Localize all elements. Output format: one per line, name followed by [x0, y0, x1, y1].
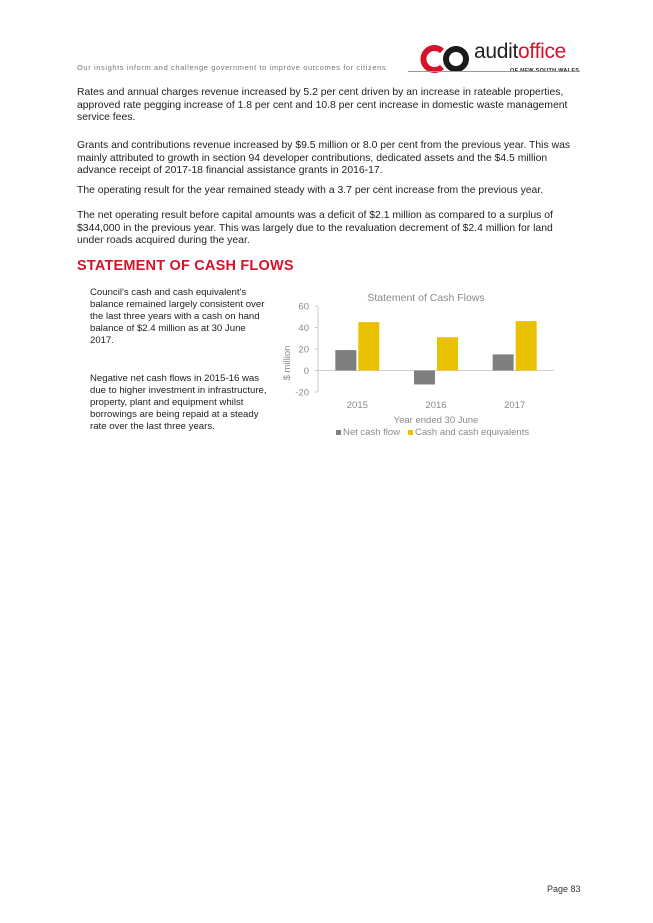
paragraph-operating-result: The operating result for the year remained steady with a 3.7 per cent increase from the previous year.: [77, 185, 544, 196]
header-tagline: Our insights inform and challenge government to improve outcomes for citizens: [77, 63, 387, 72]
bar-net-cash-flow-2017: [493, 354, 514, 370]
y-tick-label: 20: [298, 344, 309, 356]
legend-label: Cash and cash equivalents: [415, 427, 530, 438]
y-axis-label: $ million: [282, 345, 293, 381]
x-tick-label: 2016: [425, 400, 447, 411]
x-axis-label: Year ended 30 June: [393, 415, 479, 426]
logo-word-accent: office: [518, 40, 567, 63]
bar-cash-equivalents-2015: [358, 322, 379, 370]
cash-flow-chart: [276, 287, 566, 445]
y-tick-label: 60: [298, 301, 309, 313]
logo-wordmark: [474, 40, 566, 64]
legend-swatch: [408, 430, 413, 435]
logo-word-main: audit: [474, 40, 519, 63]
y-tick-label: 40: [298, 323, 309, 334]
y-tick-label: 0: [303, 366, 309, 377]
header-rule: [408, 71, 580, 72]
bar-net-cash-flow-2016: [414, 371, 435, 385]
legend-label: Net cash flow: [343, 427, 401, 438]
y-tick-label: -20: [295, 387, 309, 399]
cash-flow-chart-svg: [276, 287, 566, 445]
audit-office-logo: [420, 42, 580, 78]
x-tick-label: 2017: [504, 400, 526, 411]
chart-title: Statement of Cash Flows: [367, 292, 485, 304]
bar-cash-equivalents-2017: [516, 321, 537, 370]
paragraph-rates: Rates and annual charges revenue increased by 5.2 per cent driven by an increase in rateable properties, approved rate pegging increase of 1.8 per cent and 10.8 per cent increase in domestic waste management service fees.: [77, 87, 568, 124]
x-tick-label: 2015: [346, 400, 368, 411]
legend-swatch: [336, 430, 341, 435]
section-heading: STATEMENT OF CASH FLOWS: [77, 258, 294, 274]
page-number: Page 83: [547, 884, 581, 894]
paragraph-net-operating-result: The net operating result before capital amounts was a deficit of $2.1 million as compared to a surplus of $344,000 in the previous year. This was largely due to the revaluation decrement of $2.4 million for land under roads acquired during the year.: [77, 210, 553, 247]
sidebar-paragraph-net-cash: Negative net cash flows in 2015-16 was due to higher investment in infrastructure, property, plant and equipment whilst borrowings are being repaid at a steady rate over the last three years.: [90, 373, 267, 432]
bar-cash-equivalents-2016: [437, 337, 458, 370]
sidebar-paragraph-cash: Council's cash and cash equivalent's balance remained largely consistent over the last three years with a cash on hand balance of $2.4 million as at 30 June 2017.: [90, 287, 265, 346]
bar-net-cash-flow-2015: [335, 350, 356, 370]
paragraph-grants: Grants and contributions revenue increased by $9.5 million or 8.0 per cent from the previous year. This was mainly attributed to growth in section 94 developer contributions, dedicated assets and the $4.5 million advance receipt of 2017-18 financial assistance grants in 2016-17.: [77, 140, 571, 177]
